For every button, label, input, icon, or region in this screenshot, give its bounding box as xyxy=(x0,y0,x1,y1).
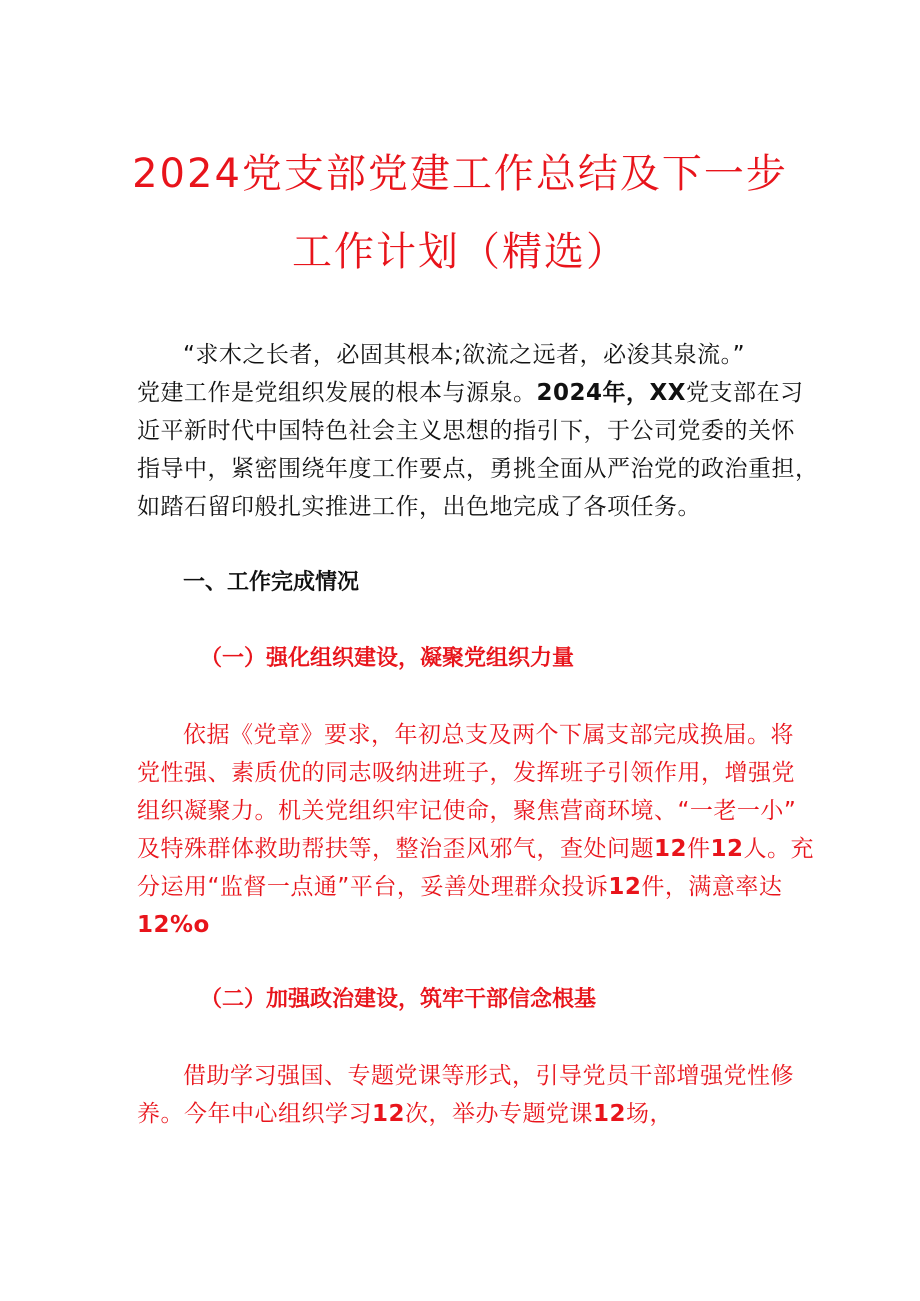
org-line-3: 组织凝聚力。机关党组织牢记使命，聚焦营商环境、“一老一小” xyxy=(137,798,797,824)
intro-line-5: 如踏石留印般扎实推进工作，出色地完成了各项任务。 xyxy=(137,494,701,520)
section-heading-work-completion: 一、工作完成情况 xyxy=(183,570,360,595)
intro-line-3: 近平新时代中国特色社会主义思想的指引下，于公司党委的关怀 xyxy=(137,418,795,444)
intro-line-2-text-c: 党支部在习 xyxy=(685,380,804,406)
org-line-4-c: 件 xyxy=(687,836,711,862)
org-line-4 xyxy=(137,830,815,868)
intro-line-2-text-a: 党建工作是党组织发展的根本与源泉。 xyxy=(137,380,537,406)
pol-line-2 xyxy=(137,1095,797,1133)
political-paragraph xyxy=(137,1057,797,1133)
intro-line-4: 指导中，紧密围绕年度工作要点，勇挑全面从严治党的政治重担， xyxy=(137,456,819,482)
subsection-heading-political: （二）加强政治建设，筑牢干部信念根基 xyxy=(200,987,597,1012)
org-line-4-e: 人。充 xyxy=(743,836,815,862)
intro-line-1: “求木之长者，必固其根本;欲流之远者，必浚其泉流。” xyxy=(183,342,746,368)
pol-line-2-e: 场， xyxy=(626,1101,674,1127)
intro-paragraph xyxy=(137,336,819,526)
org-line-6: 12%o xyxy=(137,912,210,938)
intro-line-2-text-b: 2024年，XX xyxy=(536,380,686,406)
subsection-heading-organization: （一）强化组织建设，凝聚党组织力量 xyxy=(200,646,575,671)
org-line-5 xyxy=(137,868,797,906)
org-line-5-b: 12 xyxy=(608,874,642,900)
pol-line-2-c: 次，举办专题党课 xyxy=(405,1101,594,1127)
org-line-5-c: 件，满意率达 xyxy=(641,874,783,900)
org-line-4-b: 12 xyxy=(654,836,688,862)
document-title-line-1: 2024党支部党建工作总结及下一步 xyxy=(132,151,788,197)
org-line-1: 依据《党章》要求，年初总支及两个下属支部完成换届。将 xyxy=(183,722,794,748)
org-line-2: 党性强、素质优的同志吸纳进班子，发挥班子引领作用，增强党 xyxy=(137,760,795,786)
intro-line-2 xyxy=(137,374,804,412)
org-line-4-a: 及特殊群体救助帮扶等，整治歪风邪气，查处问题 xyxy=(137,836,654,862)
pol-line-2-d: 12 xyxy=(593,1101,627,1127)
org-line-4-d: 12 xyxy=(710,836,744,862)
pol-line-1: 借助学习强国、专题党课等形式，引导党员干部增强党性修 xyxy=(183,1063,794,1089)
organization-paragraph xyxy=(137,716,815,944)
pol-line-2-b: 12 xyxy=(372,1101,406,1127)
document-title-line-2: 工作计划（精选） xyxy=(292,229,628,275)
org-line-5-a: 分运用“监督一点通”平台，妥善处理群众投诉 xyxy=(137,874,609,900)
pol-line-2-a: 养。今年中心组织学习 xyxy=(137,1101,372,1127)
